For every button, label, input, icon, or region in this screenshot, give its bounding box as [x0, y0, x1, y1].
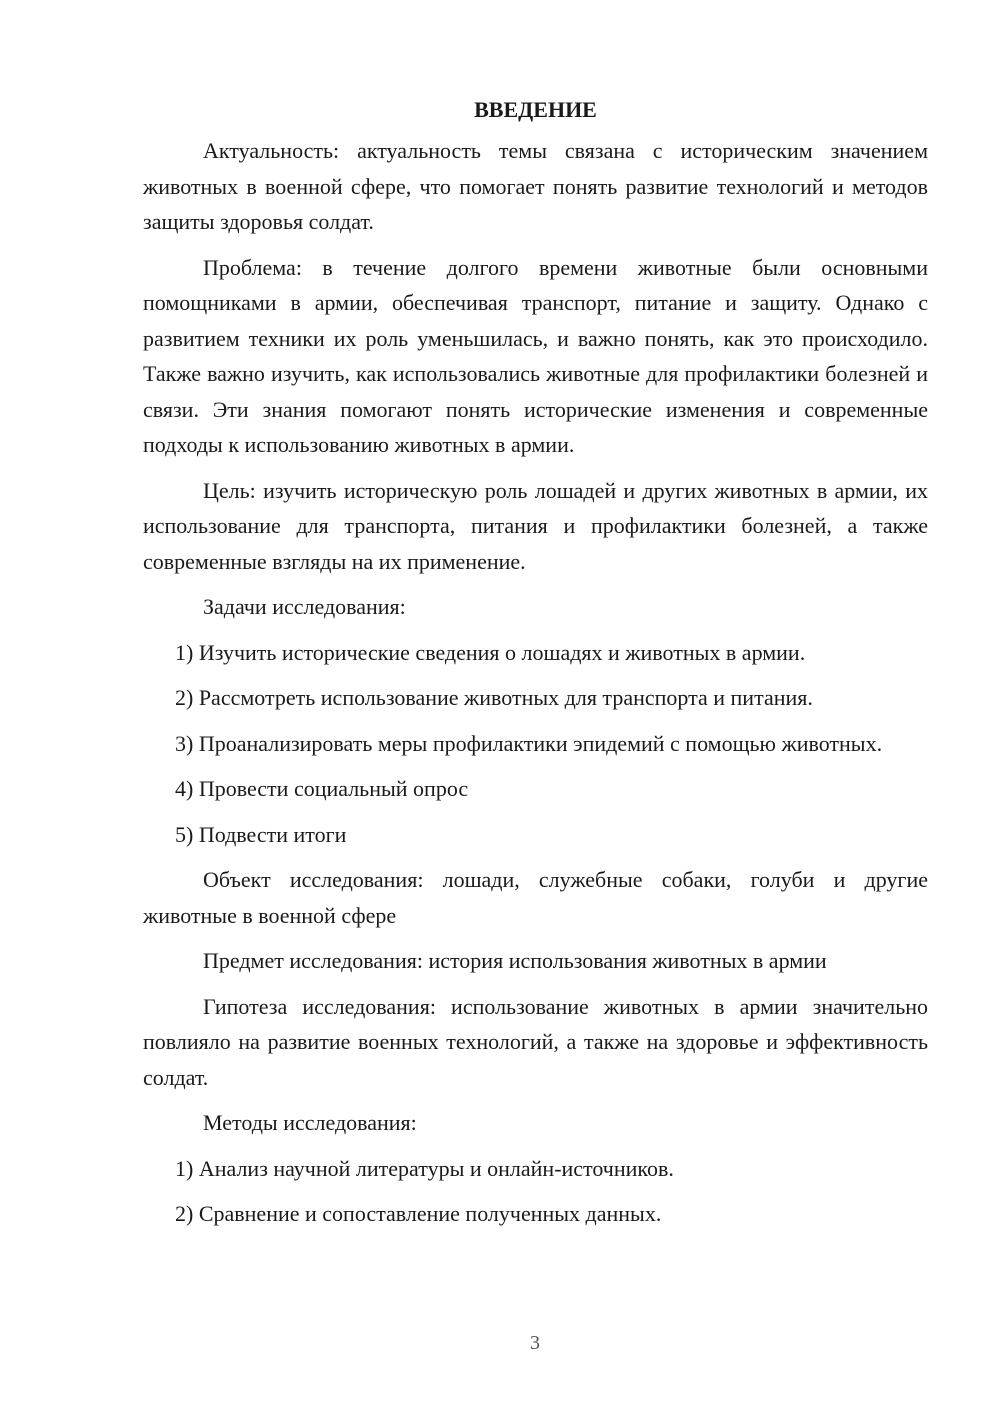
method-item: 2) Сравнение и сопоставление полученных данных. [175, 1201, 662, 1226]
methods-heading: Методы исследования: [203, 1110, 417, 1135]
relevance-paragraph: Актуальность: актуальность темы связана с историческим значением животных в военной сфере, что помогает понять развитие технологий и методов защиты здоровья солдат. [143, 138, 928, 234]
goal-paragraph: Цель: изучить историческую роль лошадей и других животных в армии, их использование для транспорта, питания и профилактики болезней, а также современные взгляды на их применение. [143, 477, 928, 574]
document-page [143, 92, 928, 1242]
subject-paragraph: Предмет исследования: история использования животных в армии [203, 948, 827, 973]
task-item: 5) Подвести итоги [175, 821, 347, 847]
problem-paragraph: Проблема: в течение долгого времени животные были основными помощниками в армии, обеспечивая транспорт, питание и защиту. Однако с развитием техники их роль уменьшилась, и важно понять, как это происходило. Также важно изучить, как использовались животные для профилактики болезней и связи. Эти знания помогают понять исторические изменения и современные подходы к использованию животных в армии. [143, 254, 928, 457]
hypothesis-paragraph: Гипотеза исследования: использование животных в армии значительно повлияло на развитие военных технологий, а также на здоровье и эффективность солдат. [143, 993, 928, 1090]
task-item: 4) Провести социальный опрос [175, 776, 469, 801]
task-item: 1) Изучить исторические сведения о лошадях и животных в армии. [175, 639, 806, 665]
task-item: 2) Рассмотреть использование животных для транспорта и питания. [175, 685, 813, 710]
method-item: 1) Анализ научной литературы и онлайн-источников. [175, 1155, 674, 1181]
task-item: 3) Проанализировать меры профилактики эпидемий с помощью животных. [175, 730, 883, 756]
object-paragraph: Объект исследования: лошади, служебные собаки, голуби и другие животные в военной сфере [143, 867, 928, 928]
section-title: ВВЕДЕНИЕ [474, 97, 597, 122]
tasks-heading: Задачи исследования: [203, 594, 406, 619]
page-number: 3 [530, 1332, 540, 1354]
